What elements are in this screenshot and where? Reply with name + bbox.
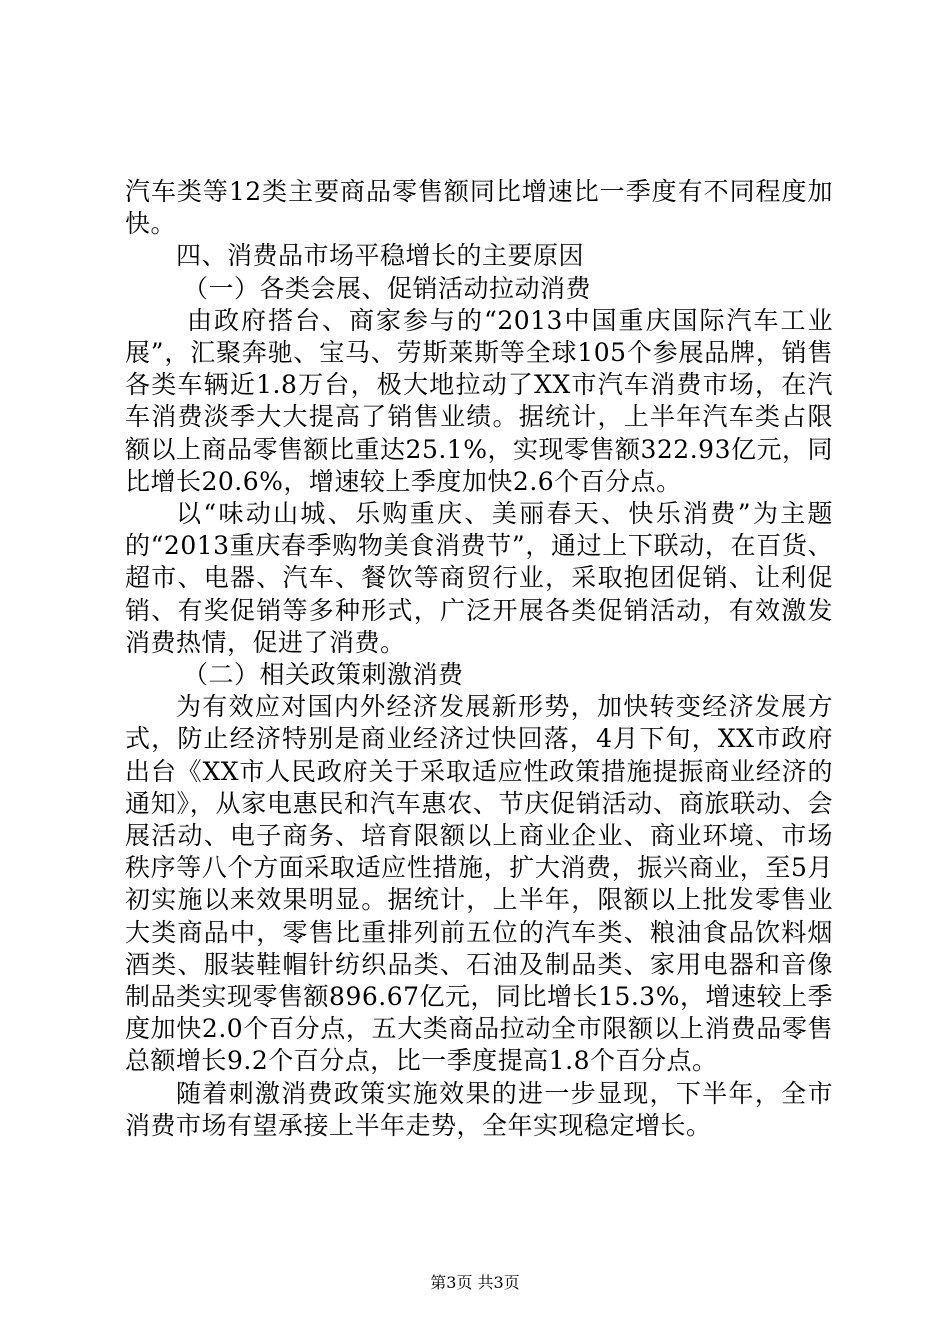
page-number-footer: 第3页 共3页 (430, 1273, 520, 1292)
subsection-heading-two: （二）相关政策刺激消费 (183, 660, 464, 690)
paragraph-shopping-festival: 以“味动山城、乐购重庆、美丽春天、快乐消费”为主题的“2013重庆春季购物美食消费节”，通过上下联动，在百货、超市、电器、汽车、餐饮等商贸行业，采取抱团促销、让利促销、有奖促销等多种形式，广泛开展各类促销活动，有效激发消费热情，促进了消费。 (125, 499, 833, 657)
subsection-heading-one: （一）各类会展、促销活动拉动消费 (183, 273, 592, 303)
document-body (125, 176, 833, 1142)
paragraph-auto-show: 由政府搭台、商家参与的“2013中国重庆国际汽车工业展”，汇聚奔驰、宝马、劳斯莱斯等全球105个参展品牌，销售各类车辆近1.8万台，极大地拉动了XX市汽车消费市场，在汽车消费淡季大大提高了销售业绩。据统计，上半年汽车类占限额以上商品零售额比重达25.1%，实现零售额322.93亿元，同比增长20.6%，增速较上季度加快2.6个百分点。 (125, 305, 833, 496)
paragraph-policy-stimulus: 为有效应对国内外经济发展新形势，加快转变经济发展方式，防止经济特别是商业经济过快回落，4月下旬，XX市政府出台《XX市人民政府关于采取适应性政策措施提振商业经济的通知》，从家电惠民和汽车惠农、节庆促销活动、商旅联动、会展活动、电子商务、培育限额以上商业企业、商业环境、市场秩序等八个方面采取适应性措施，扩大消费，振兴商业，至5月初实施以来效果明显。据统计，上半年，限额以上批发零售业大类商品中，零售比重排列前五位的汽车类、粮油食品饮料烟酒类、服装鞋帽针纺织品类、石油及制品类、家用电器和音像制品类实现零售额896.67亿元，同比增长15.3%，增速较上季度加快2.0个百分点，五大类商品拉动全市限额以上消费品零售总额增长9.2个百分点，比一季度提高1.8个百分点。 (125, 692, 833, 1076)
paragraph-continuation: 汽车类等12类主要商品零售额同比增速比一季度有不同程度加快。 (125, 177, 833, 239)
paragraph-outlook: 随着刺激消费政策实施效果的进一步显现，下半年，全市消费市场有望承接上半年走势，全年实现稳定增长。 (125, 1078, 833, 1140)
section-heading-four: 四、消费品市场平稳增长的主要原因 (176, 241, 585, 271)
